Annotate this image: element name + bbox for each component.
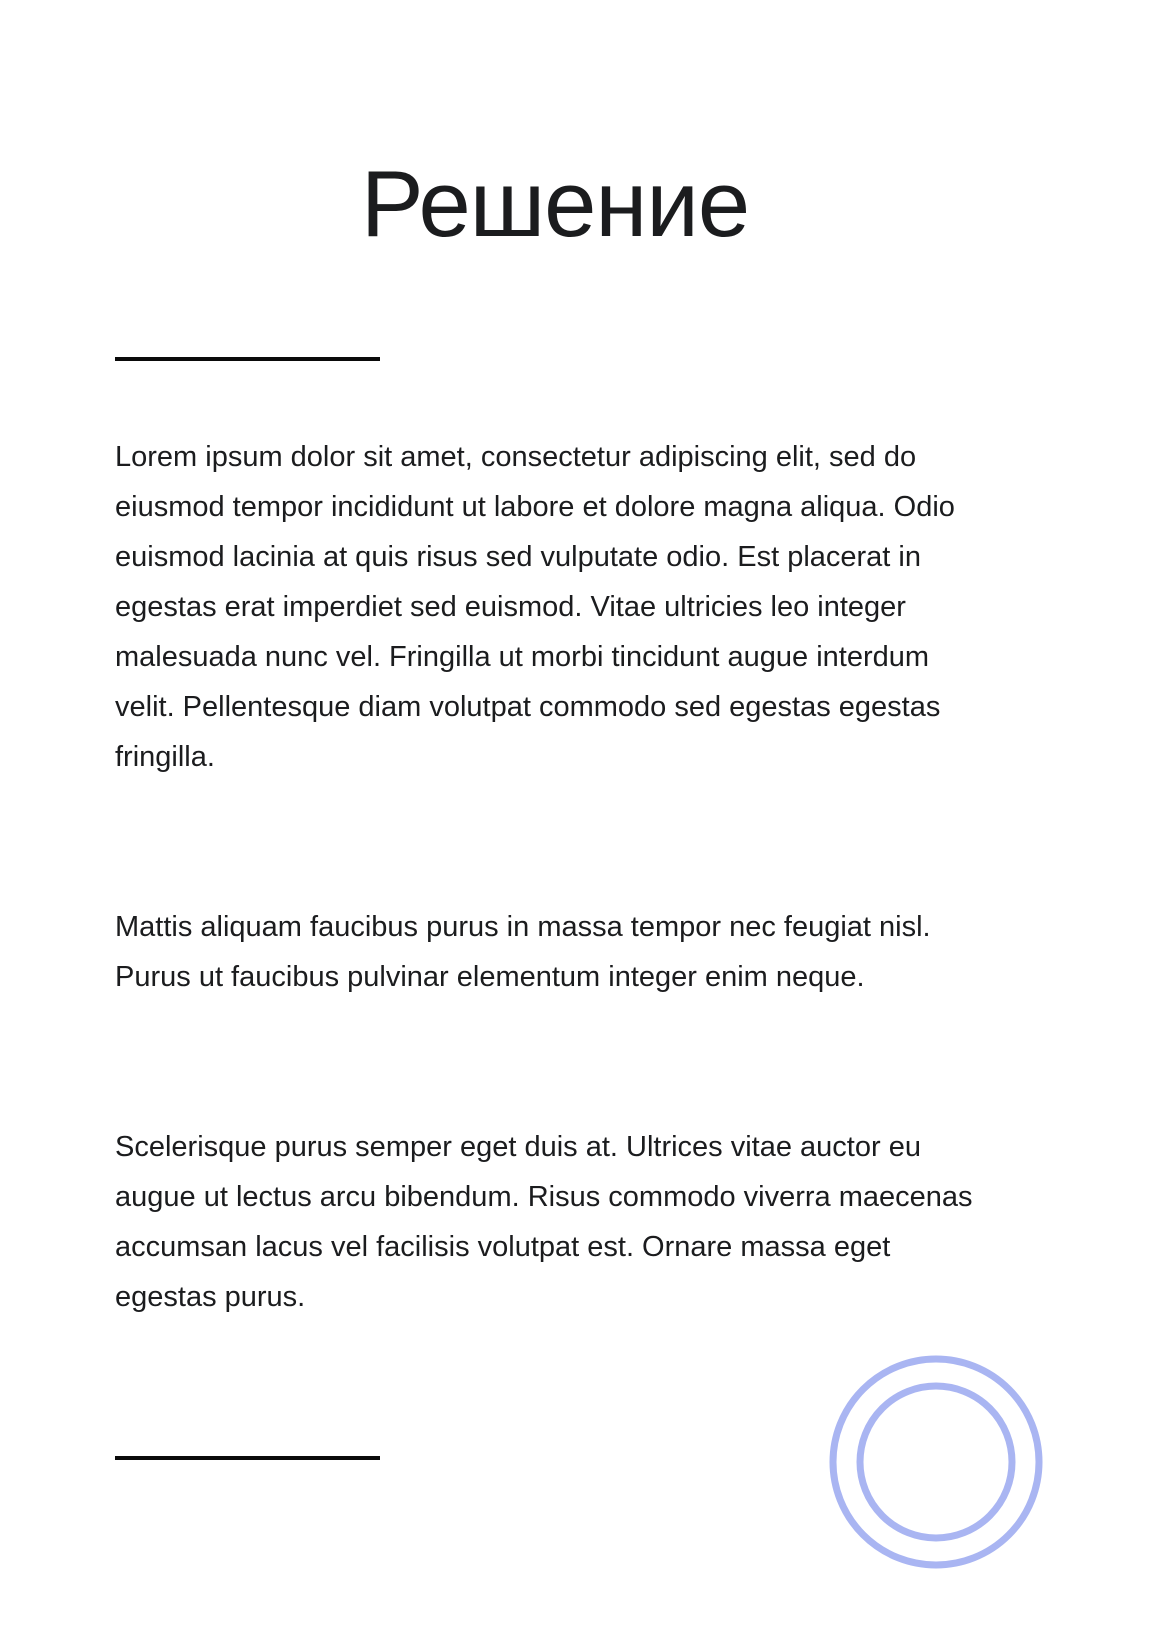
paragraph-mattis: Mattis aliquam faucibus purus in massa tempor nec feugiat nisl. Purus ut faucibus pulvinar elementum integer enim neque. <box>115 911 931 993</box>
outer-circle-icon <box>833 1359 1039 1565</box>
paragraph-lorem: Lorem ipsum dolor sit amet, consectetur adipiscing elit, sed do eiusmod tempor incididunt ut labore et dolore magna aliqua. Odio euismod lacinia at quis risus sed vulputate odio. Est placerat in egestas erat imperdiet sed euismod. Vitae ultricies leo integer malesuada nunc vel. Fringilla ut morbi tincidunt augue interdum velit. Pellentesque diam volutpat commodo sed egestas egestas fringilla. <box>115 441 955 773</box>
decorative-circles <box>826 1352 1046 1572</box>
page-title: Решение <box>360 151 750 256</box>
top-divider <box>115 357 380 361</box>
bottom-divider <box>115 1456 380 1460</box>
paragraph-scelerisque: Scelerisque purus semper eget duis at. Ultrices vitae auctor eu augue ut lectus arcu bibendum. Risus commodo viverra maecenas accumsan lacus vel facilisis volutpat est. Ornare massa eget egestas purus. <box>115 1131 973 1313</box>
inner-circle-icon <box>860 1386 1012 1538</box>
